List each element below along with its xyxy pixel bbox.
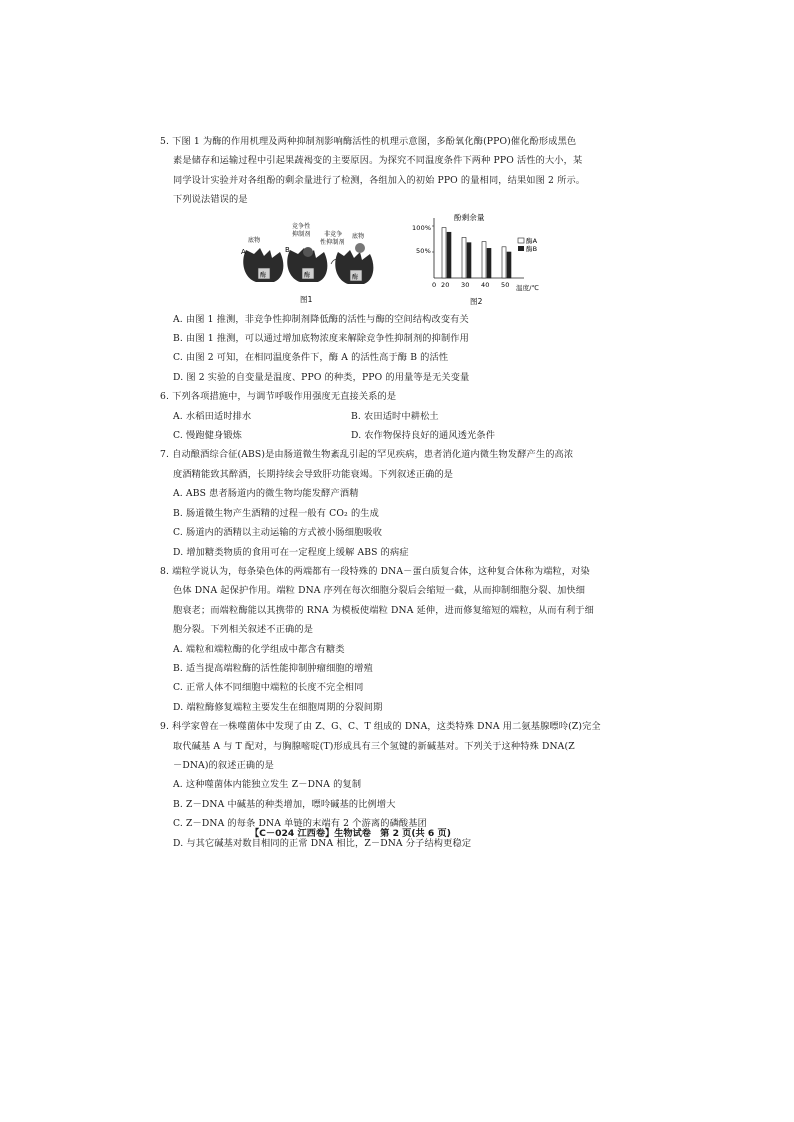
legend-swatch-b: [518, 246, 524, 251]
legend-swatch-a: [518, 238, 524, 243]
chart-x-tick-0: 0: [432, 280, 437, 289]
question-7: [160, 445, 620, 561]
question-6: [160, 387, 620, 445]
q6-stem: 6. 下列各项措施中，与调节呼吸作用强度无直接关系的是: [160, 391, 397, 403]
q5-figures: [160, 212, 620, 308]
fig1-label-inhibitor: 抑制剂: [292, 230, 311, 238]
chart-x-tick-30: 30: [461, 280, 470, 289]
page-footer: 【C－024 江西卷】生物试卷 第 2 页(共 6 页): [250, 828, 451, 839]
fig1-label-noncomp1: 非竞争: [324, 230, 343, 238]
q8-stem-line-2: 色体 DNA 起保护作用。端粒 DNA 序列在每次细胞分裂后会缩短一截，从而抑制细胞分裂、加快细: [173, 585, 586, 597]
chart-x-tick-50: 50: [501, 280, 510, 289]
q6-options-row-2: [160, 426, 620, 445]
q7-stem-line-1: 7. 自动酿酒综合征(ABS)是由肠道微生物紊乱引起的罕见疾病，患者消化道内微生物发酵产生的高浓: [160, 449, 574, 461]
fig1-label-b: B: [285, 245, 290, 254]
q8-option-d: D. 端粒酶修复端粒主要发生在细胞周期的分裂间期: [173, 701, 383, 713]
q8-stem-line-3: 胞衰老；而端粒酶能以其携带的 RNA 为模板使端粒 DNA 延伸，进而修复缩短的端粒，从而有利于细: [173, 604, 594, 616]
q8-stem-line-4: 胞分裂。下列相关叙述不正确的是: [173, 624, 314, 636]
fig1-label-competitive: 竞争性: [292, 222, 311, 230]
chart-x-tick-40: 40: [481, 280, 490, 289]
fig1-label-substrate-2: 底物: [352, 232, 365, 240]
q8-stem-line-1: 8. 端粒学说认为，每条染色体的两端都有一段特殊的 DNA－蛋白质复合体，这种复合体称为端粒，对染: [160, 565, 590, 577]
bar-b-30: [467, 242, 471, 277]
bar-b-50: [507, 252, 511, 278]
chart-y-tick-100: 100%: [412, 223, 432, 232]
q6-options-row-1: [160, 407, 620, 426]
q5-option-d: D. 图 2 实验的自变量是温度、PPO 的种类，PPO 的用量等是无关变量: [173, 371, 470, 383]
fig1-label-enzyme-2: 酶: [304, 271, 311, 279]
chart-title: 酚剩余量: [454, 212, 485, 222]
legend-label-b: 酶B: [526, 244, 538, 253]
q6-option-a: A. 水稻田适时排水: [173, 410, 252, 422]
q6-option-b: B. 农田适时中耕松土: [351, 410, 439, 422]
q5-option-c: C. 由图 2 可知，在相同温度条件下，酶 A 的活性高于酶 B 的活性: [173, 352, 449, 364]
chart-x-tick-20: 20: [441, 280, 450, 289]
bar-b-40: [487, 248, 491, 278]
q6-option-c: C. 慢跑健身锻炼: [173, 430, 243, 442]
bar-a-30: [462, 237, 466, 278]
bar-a-50: [502, 246, 506, 277]
q5-option-b: B. 由图 1 推测，可以通过增加底物浓度来解除竞争性抑制剂的抑制作用: [173, 333, 469, 345]
q7-option-b: B. 肠道微生物产生酒精的过程一般有 CO₂ 的生成: [173, 507, 379, 519]
q9-stem-line-3: －DNA)的叙述正确的是: [173, 759, 274, 771]
legend-label-a: 酶A: [526, 236, 538, 245]
bar-b-20: [447, 232, 451, 278]
chart-y-tick-50: 50%: [416, 246, 431, 255]
q6-option-d: D. 农作物保持良好的通风透光条件: [351, 430, 496, 442]
q5-option-a: A. 由图 1 推测，非竞争性抑制剂降低酶的活性与酶的空间结构改变有关: [173, 313, 469, 325]
question-5: [160, 132, 620, 387]
fig1-label-enzyme-1: 酶: [260, 271, 267, 279]
q8-option-c: C. 正常人体不同细胞中端粒的长度不完全相同: [173, 682, 364, 694]
q9-stem-line-2: 取代碱基 A 与 T 配对，与胸腺嘧啶(T)形成具有三个氢键的新碱基对。下列关于这种特殊 DNA(Z: [173, 740, 575, 752]
figure-2-bar-chart: [408, 212, 568, 308]
q5-stem-line-4: 下列说法错误的是: [173, 194, 248, 206]
fig1-label-noncomp2: 性抑制剂: [320, 238, 345, 246]
question-8: [160, 562, 620, 717]
fig1-caption: 图1: [300, 294, 313, 304]
q9-option-c: C. Z－DNA 的每条 DNA 单链的末端有 2 个游离的磷酸基团: [173, 818, 427, 830]
bar-a-40: [482, 241, 486, 277]
q7-stem-line-2: 度酒精能致其醉酒，长期持续会导致肝功能衰竭。下列叙述正确的是: [173, 468, 454, 480]
q9-stem-line-1: 9. 科学家曾在一株噬菌体中发现了由 Z、G、C、T 组成的 DNA，这类特殊 DNA 用二氨基腺嘌呤(Z)完全: [160, 721, 601, 733]
q9-option-b: B. Z－DNA 中碱基的种类增加，嘌呤碱基的比例增大: [173, 798, 396, 810]
q8-option-a: A. 端粒和端粒酶的化学组成中都含有糖类: [173, 643, 345, 655]
figure-1-enzyme-diagram: [238, 212, 378, 308]
q7-option-c: C. 肠道内的酒精以主动运输的方式被小肠细胞吸收: [173, 527, 383, 539]
fig1-label-enzyme-3: 酶: [352, 273, 359, 281]
q7-option-a: A. ABS 患者肠道内的微生物均能发酵产酒精: [173, 488, 359, 500]
q9-option-d: D. 与其它碱基对数目相同的正常 DNA 相比，Z－DNA 分子结构更稳定: [173, 837, 472, 849]
fig1-label-a: A: [241, 247, 246, 256]
q5-stem-line-2: 素是储存和运输过程中引起果蔬褐变的主要原因。为探究不同温度条件下两种 PPO 活性的大小，某: [173, 155, 583, 167]
fig2-caption: 图2: [470, 296, 483, 306]
q7-option-d: D. 增加糖类物质的食用可在一定程度上缓解 ABS 的病症: [173, 546, 409, 558]
chart-x-label: 温度/℃: [516, 283, 540, 292]
bar-a-20: [442, 227, 446, 277]
q8-option-b: B. 适当提高端粒酶的活性能抑制肿瘤细胞的增殖: [173, 662, 373, 674]
q9-option-a: A. 这种噬菌体内能独立发生 Z－DNA 的复制: [173, 779, 362, 791]
fig1-label-substrate: 底物: [248, 236, 261, 244]
q5-stem-line-3: 同学设计实验并对各组酚的剩余量进行了检测，各组加入的初始 PPO 的量相同，结果如图 2 所示。: [173, 174, 586, 186]
q5-stem-line-1: 5. 下图 1 为酶的作用机理及两种抑制剂影响酶活性的机理示意图，多酚氧化酶(PPO)催化酚形成黑色: [160, 136, 577, 147]
exam-page: [160, 132, 620, 853]
